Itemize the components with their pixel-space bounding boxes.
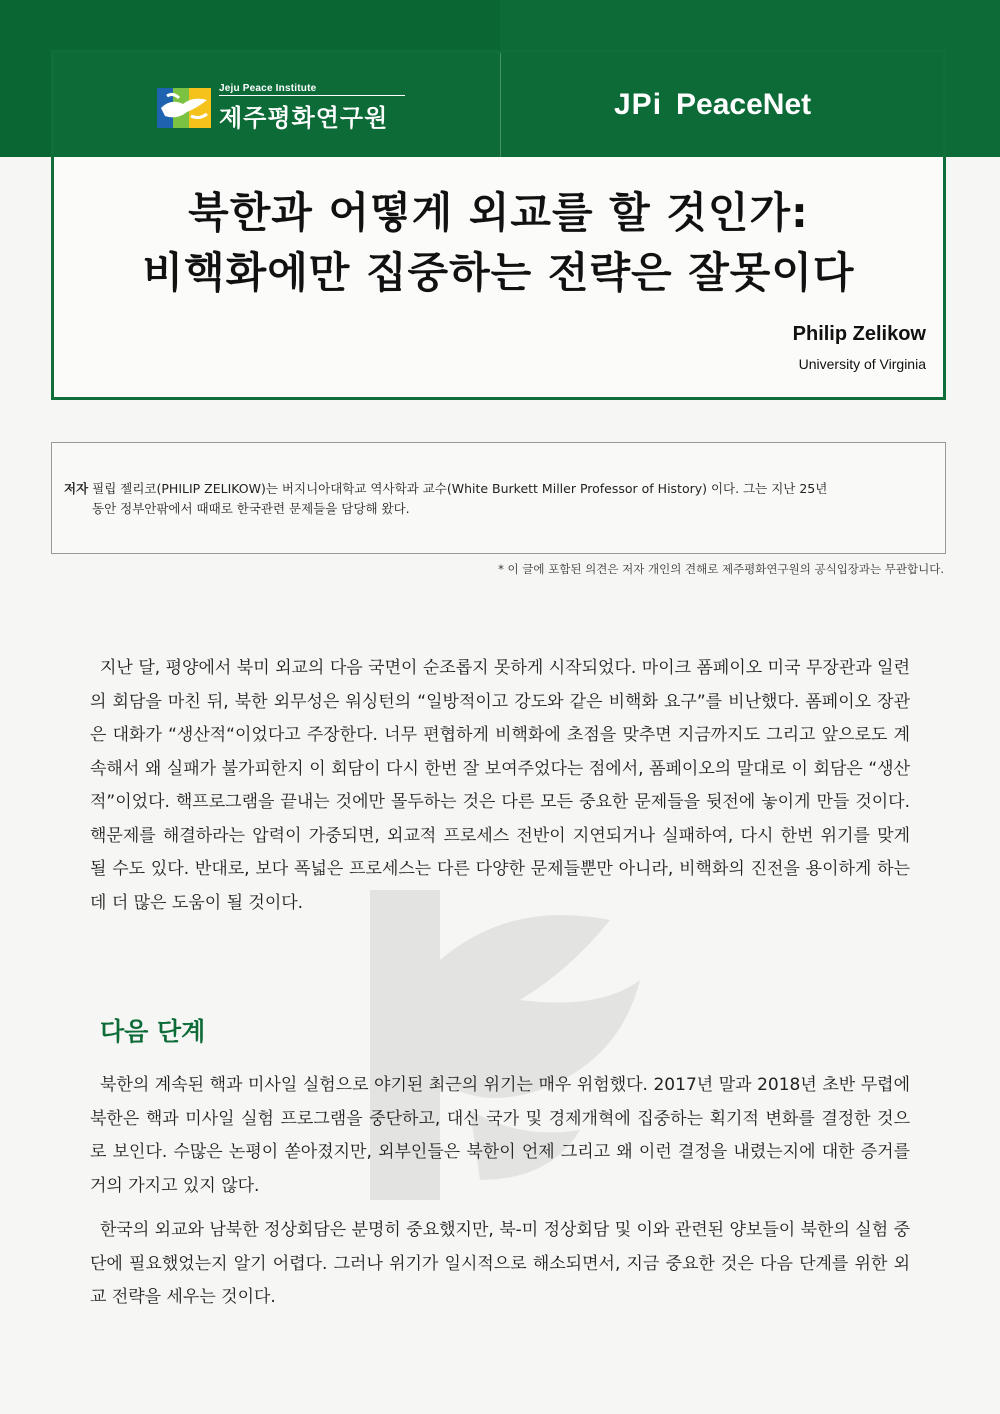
- title-line-2: 비핵화에만 집중하는 전략은 잘못이다: [142, 248, 855, 297]
- author-bio: [64, 479, 932, 519]
- header-box: [51, 50, 946, 400]
- body-paragraph-1: 지난 달, 평양에서 북미 외교의 다음 국면이 순조롭지 못하게 시작되었다. 마이크 폼페이오 미국 무장관과 일련의 회담을 마친 뒤, 북한 외무성은 워싱턴의 “일방적이고 강도와 같은 비핵화 요구”를 비난했다. 폼페이오 장관은 대화가 “생산적“이었다고 주장한다. 너무 편협하게 비핵화에 초점을 맞추면 지금까지도 그리고 앞으로도 계속해서 왜 실패가 불가피한지 이 회담이 다시 한번 잘 보여주었다는 점에서, 폼페이오의 말대로 이 회담은 “생산적”이었다. 핵프로그램을 끝내는 것에만 몰두하는 것은 다른 모든 중요한 문제들을 뒷전에 놓이게 만들 것이다. 핵문제를 해결하라는 압력이 가중되면, 외교적 프로세스 전반이 지연되거나 실패하여, 다시 한번 위기를 맞게 될 수도 있다. 반대로, 보다 폭넓은 프로세스는 다른 다양한 문제들뿐만 아니라, 비핵화의 진전을 용이하게 하는데 더 많은 도움이 될 것이다.: [90, 658, 910, 913]
- bio-line-1: 필립 젤리코(PHILIP ZELIKOW)는 버지니아대학교 역사학과 교수(White Burkett Miller Professor of History) 이다. 그는 지난 25년: [92, 481, 828, 496]
- jeju-peace-institute-logo-icon: [157, 86, 211, 130]
- peacenet-logo: [614, 88, 811, 122]
- page-title: [54, 183, 943, 303]
- bio-line-2: 동안 정부안팎에서 때때로 한국관련 문제들을 담당해 왔다.: [92, 501, 410, 516]
- author-bio-box: [51, 442, 946, 554]
- institute-name-ko: 제주평화연구원: [219, 104, 389, 132]
- brand-name: PeaceNet: [676, 88, 812, 121]
- title-line-1: 북한과 어떻게 외교를 할 것인가:: [188, 188, 809, 237]
- author-name: Philip Zelikow: [792, 323, 926, 345]
- institute-logo: [157, 83, 405, 133]
- body-paragraph-2: 북한의 계속된 핵과 미사일 실험으로 야기된 최근의 위기는 매우 위험했다. 2017년 말과 2018년 초반 무렵에 북한은 핵과 미사일 실험 프로그램을 중단하고, 대신 국가 및 경제개혁에 집중하는 획기적 변화를 결정한 것으로 보인다. 수많은 논평이 쏟아졌지만, 외부인들은 북한이 언제 그리고 왜 이런 결정을 내렸는지에 대한 증거를 거의 가지고 있지 않다.: [90, 1075, 910, 1196]
- author-affiliation: University of Virginia: [798, 356, 926, 372]
- header-divider: [500, 53, 501, 157]
- section-heading: 다음 단계: [100, 1017, 206, 1046]
- institute-name-en: Jeju Peace Institute: [219, 83, 405, 96]
- disclaimer: * 이 글에 포함된 의견은 저자 개인의 견해로 제주평화연구원의 공식입장과는 무관합니다.: [498, 562, 944, 576]
- bio-label: 저자: [64, 481, 89, 496]
- brand-prefix: JPi: [614, 88, 663, 121]
- header-banner: [54, 53, 943, 157]
- body-paragraph-3: 한국의 외교와 남북한 정상회담은 분명히 중요했지만, 북-미 정상회담 및 이와 관련된 양보들이 북한의 실험 중단에 필요했었는지 알기 어렵다. 그러나 위기가 일시적으로 해소되면서, 지금 중요한 것은 다음 단계를 위한 외교 전략을 세우는 것이다.: [90, 1220, 910, 1307]
